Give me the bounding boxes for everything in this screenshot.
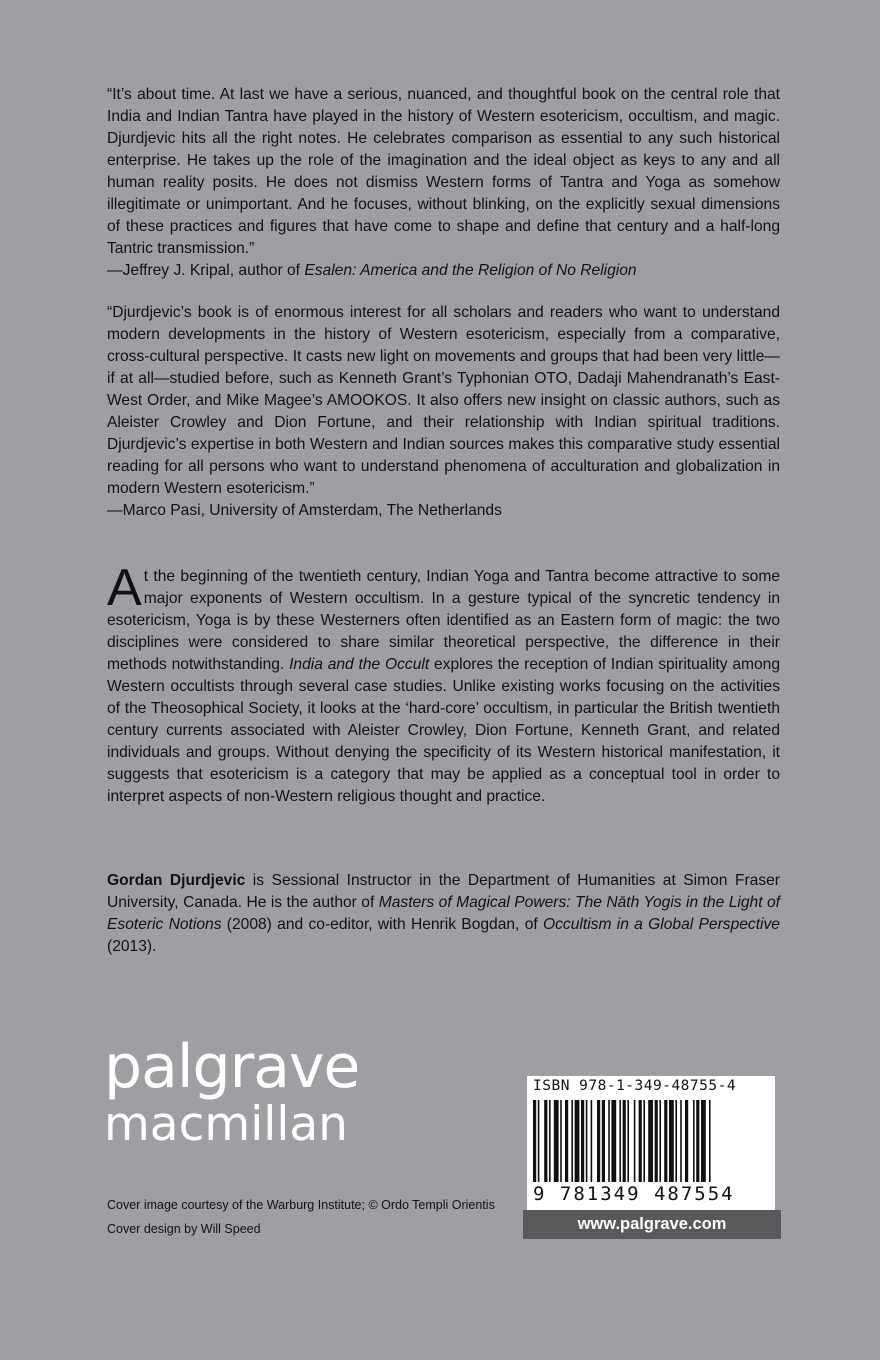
logo-line2: macmillan: [104, 1097, 348, 1152]
quote-text: “It’s about time. At last we have a serious, nuanced, and thoughtful book on the central role that India and Indian Tantra have played in the history of Western esotericism, occultism, and magic. Djurdjevic hits all the right notes. He celebrates comparison as essential to any such historical enterprise. He takes up the role of the imagination and the ideal object as keys to any and all human reality posits. He does not dismiss Western forms of Tantra and Yoga as somehow illegitimate or unimportant. And he focuses, without blinking, on the explicitly sexual dimensions of these practices and figures that have come to shape and define that century and a half-long Tantric transmission.”: [107, 86, 780, 257]
barcode-bars-icon: [533, 1100, 769, 1182]
isbn-barcode: [527, 1076, 775, 1210]
publisher-logo: [104, 1034, 359, 1150]
author-name: Gordan Djurdjevic: [107, 872, 246, 889]
bio-part1: is Sessional Instructor in the Department of Humanities at Simon Fraser University, Canada. He is the author of: [107, 872, 780, 911]
publisher-website: www.palgrave.com: [523, 1210, 781, 1239]
quote-attribution: —Marco Pasi, University of Amsterdam, The Netherlands: [107, 502, 502, 519]
endorsement-pasi: [107, 302, 780, 522]
attribution-prefix: —Jeffrey J. Kripal, author of: [107, 262, 305, 279]
logo-line1: palgrave: [104, 1032, 360, 1102]
design-credit: Cover design by Will Speed: [107, 1222, 261, 1236]
bio-part3: (2013).: [107, 938, 157, 955]
quote-text: “Djurdjevic’s book is of enormous interest for all scholars and readers who want to understand modern developments in the history of Western esotericism, especially from a comparative, cross-cultural perspective. It casts new light on movements and groups that had been very little—if at all—studied before, such as Kenneth Grant’s Typhonian OTO, Dadaji Mahendranath’s East-West Order, and Mike Magee’s AMOOKOS. It also offers new insight on classic authors, such as Aleister Crowley and Dion Fortune, and their relationship with Indian spiritual traditions. Djurdjevic’s expertise in both Western and Indian sources makes this comparative study essential reading for all persons who want to understand phenomena of acculturation and globalization in modern Western esotericism.”: [107, 304, 780, 497]
endorsement-kripal: [107, 84, 780, 282]
quote-attribution: [107, 260, 780, 282]
attribution-title: Esalen: America and the Religion of No Religion: [304, 262, 637, 279]
author-bio: [107, 870, 780, 958]
ean-digits: 9 781349 487554: [533, 1183, 735, 1205]
description-part1: t the beginning of the twentieth century, Indian Yoga and Tantra become attractive to some major exponents of Western occultism. In a gesture typical of the syncretic tendency in esotericism, Yoga is by these Westerners often identified as an Eastern form of magic: the two disciplines were considered to share similar theoretical perspective, the difference in their methods notwithstanding.: [107, 568, 780, 673]
drop-cap: A: [107, 559, 142, 617]
isbn-label: ISBN 978-1-349-48755-4: [533, 1078, 737, 1094]
bio-title2: Occultism in a Global Perspective: [543, 916, 780, 933]
book-description: [107, 559, 781, 808]
bio-part2: (2008) and co-editor, with Henrik Bogdan, of: [221, 916, 543, 933]
book-title: India and the Occult: [289, 656, 430, 673]
bio-title1: Masters of Magical Powers: The Nāth Yogis in the Light of Esoteric Notions: [107, 894, 780, 933]
description-part2: explores the reception of Indian spirituality among Western occultists through several case studies. Unlike existing works focusing on the activities of the Theosophical Society, it looks at the ‘hard-core’ occultism, in particular the British twentieth century currents associated with Aleister Crowley, Dion Fortune, Kenneth Grant, and related individuals and groups. Without denying the specificity of its Western historical manifestation, it suggests that esotericism is a category that may be applied as a conceptual tool in order to interpret aspects of non-Western religious thought and practice.: [107, 656, 781, 805]
image-credit: Cover image courtesy of the Warburg Institute; © Ordo Templi Orientis: [107, 1198, 495, 1212]
